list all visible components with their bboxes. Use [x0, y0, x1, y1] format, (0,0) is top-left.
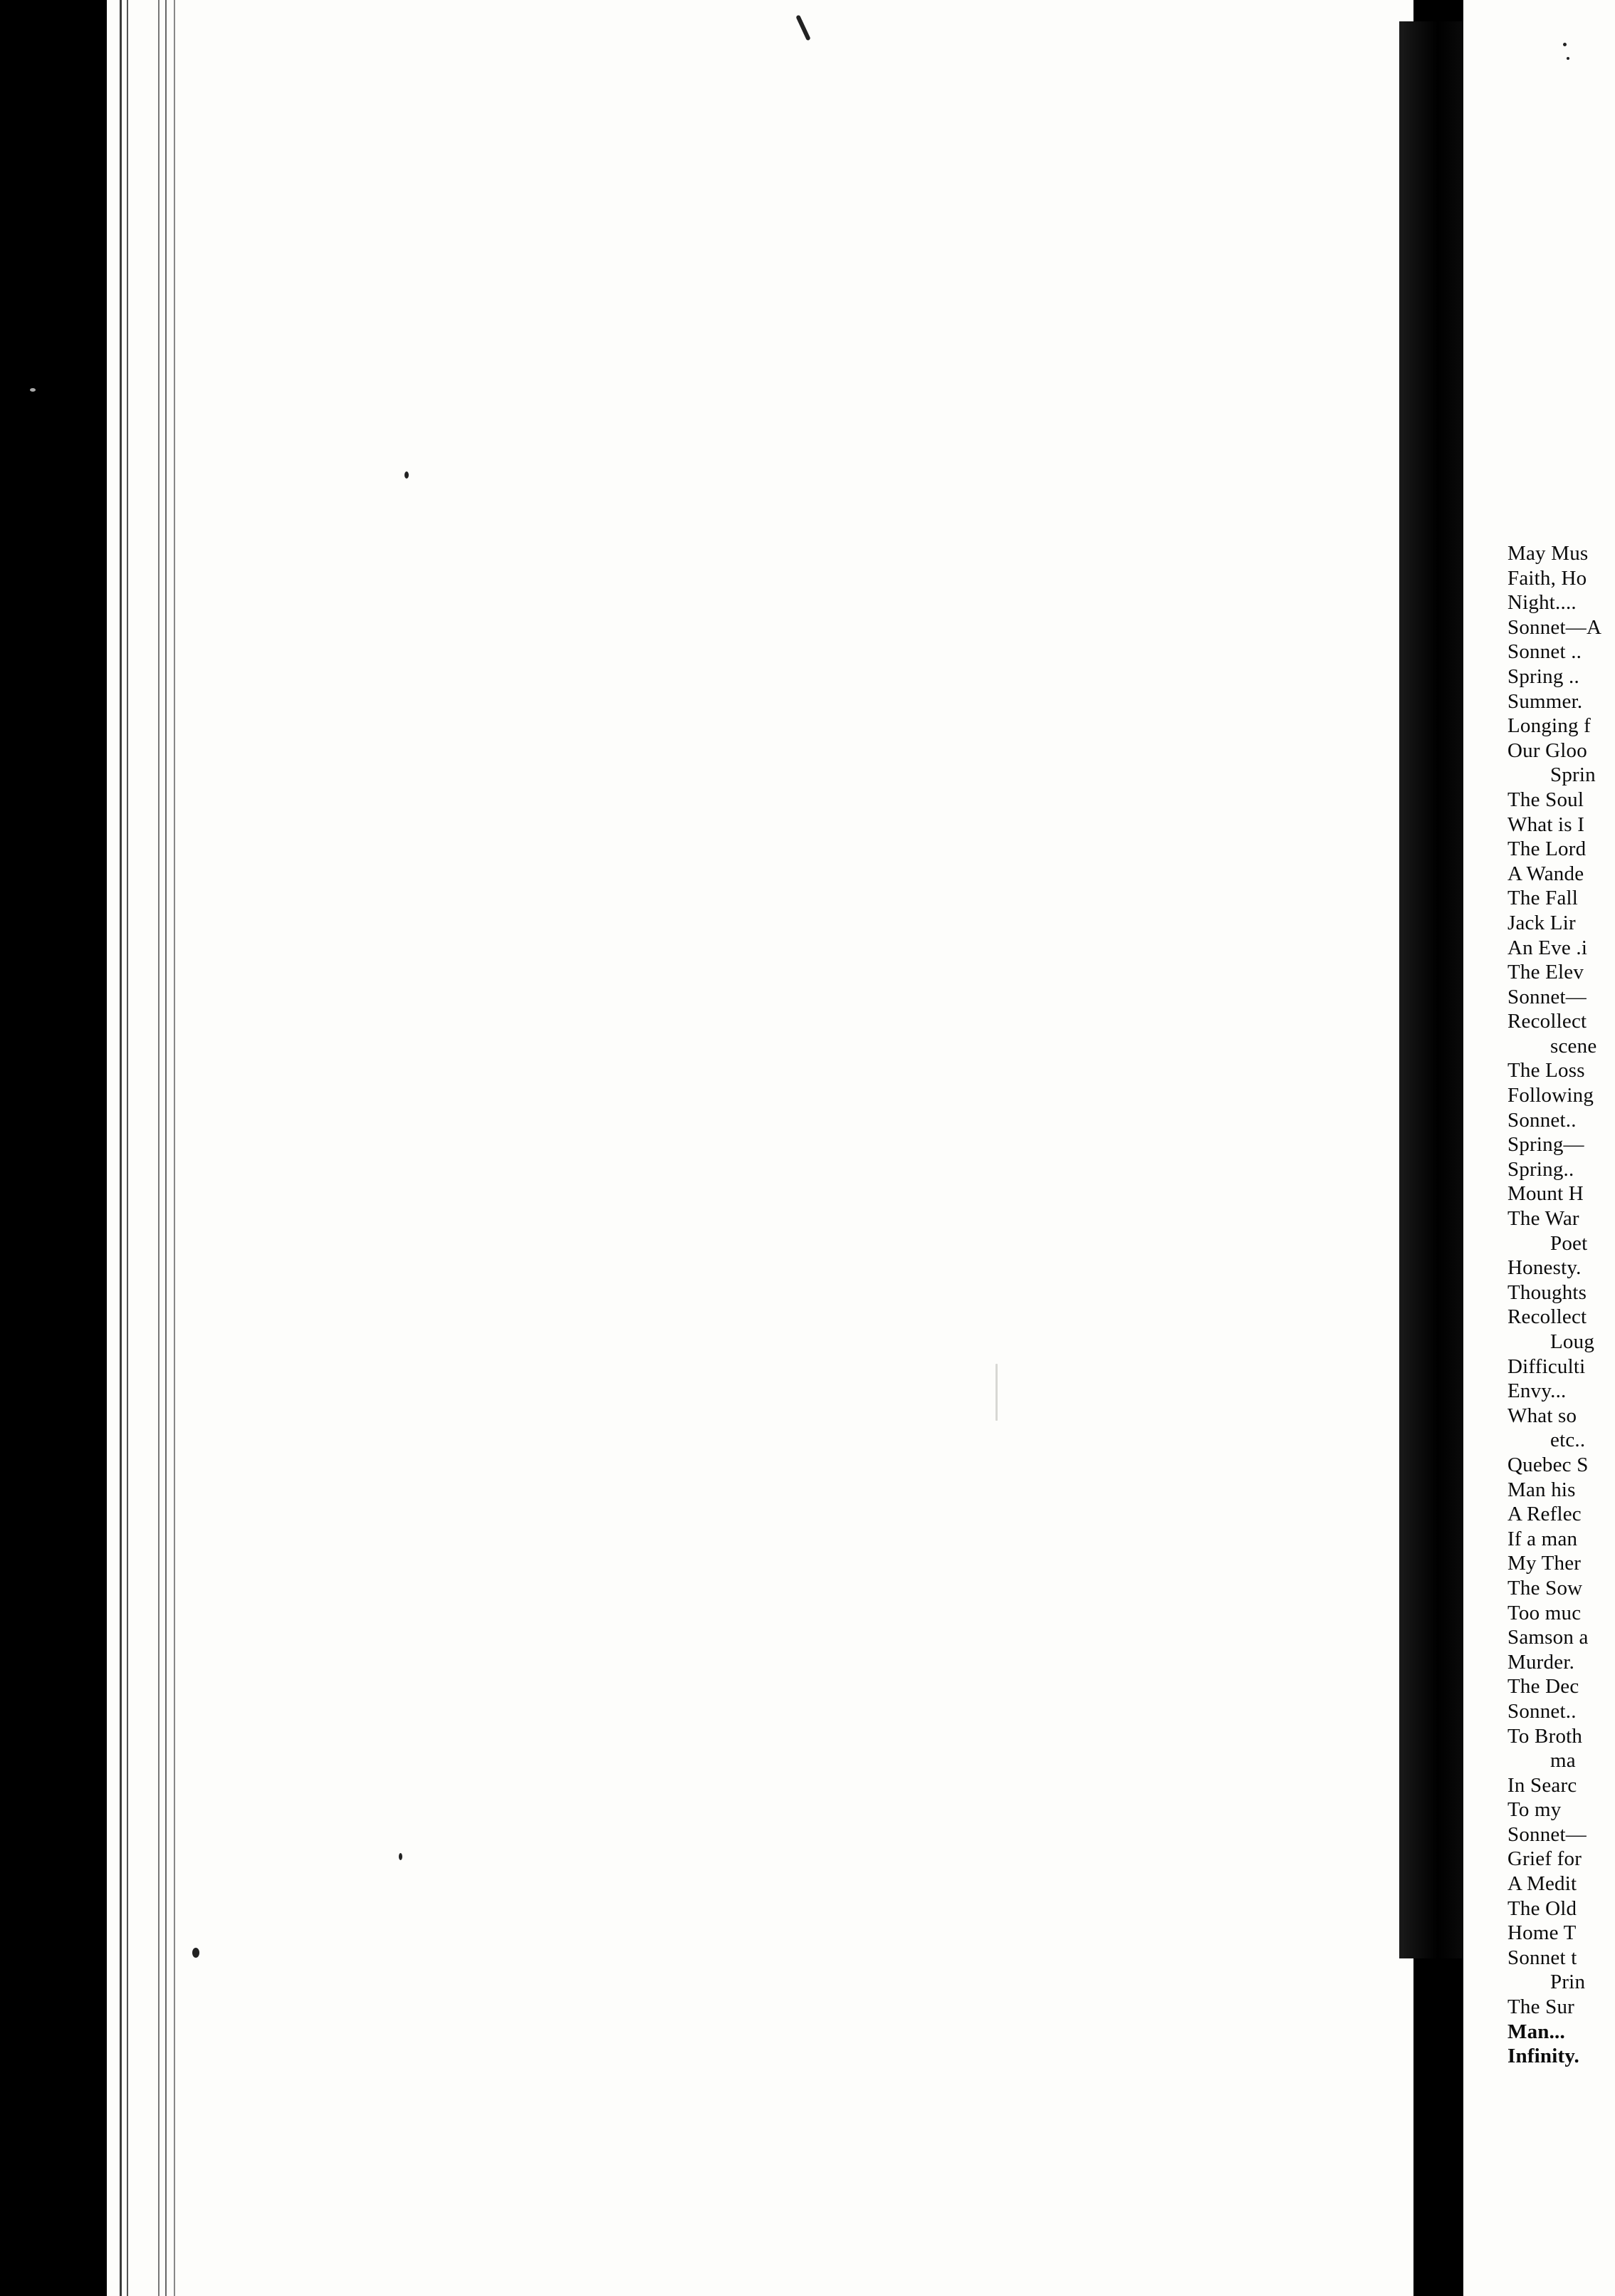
toc-entry: Spring.. [1507, 1157, 1574, 1181]
toc-entry: Murder. [1507, 1650, 1575, 1674]
toc-entry: A Wande [1507, 862, 1584, 885]
toc-entry: Sonnet—A [1507, 615, 1602, 639]
toc-entry: The Loss [1507, 1059, 1585, 1082]
toc-entry: Jack Lir [1507, 911, 1576, 934]
ink-speck [995, 1364, 998, 1421]
toc-entry: Sonnet.. [1507, 1108, 1577, 1132]
toc-entry: Difficulti [1507, 1355, 1586, 1378]
toc-entry: scene [1550, 1034, 1597, 1058]
toc-entry: Grief for [1507, 1847, 1582, 1871]
toc-entry: Man... [1507, 2020, 1565, 2043]
toc-entry: Spring— [1507, 1133, 1584, 1157]
toc-entry: Sonnet.. [1507, 1699, 1577, 1723]
toc-entry: Man his [1507, 1478, 1576, 1501]
toc-entry: Mount H [1507, 1182, 1584, 1206]
toc-entry: Sonnet t [1507, 1946, 1577, 1969]
table-of-contents [1507, 541, 1615, 2069]
toc-entry: Prin [1550, 1971, 1586, 1994]
toc-entry: etc.. [1550, 1429, 1586, 1452]
page-edge-line [165, 0, 167, 2296]
ink-speck [795, 15, 810, 41]
toc-entry: ma [1550, 1749, 1576, 1773]
toc-entry: Samson a [1507, 1626, 1589, 1649]
toc-entry: Faith, Ho [1507, 566, 1587, 590]
toc-entry: Thoughts [1507, 1280, 1587, 1304]
toc-entry: The Elev [1507, 961, 1584, 984]
toc-entry: Envy... [1507, 1379, 1567, 1403]
ink-speck [1567, 57, 1569, 60]
toc-entry: Summer. [1507, 689, 1583, 713]
toc-entry: What is I [1507, 813, 1585, 836]
ink-speck [30, 388, 36, 392]
page-edge-line [127, 0, 128, 2296]
toc-entry: Following [1507, 1084, 1594, 1107]
toc-entry: My Ther [1507, 1552, 1582, 1575]
toc-entry: In Searc [1507, 1773, 1577, 1797]
toc-entry: The Fall [1507, 887, 1579, 910]
toc-entry: Sonnet— [1507, 985, 1587, 1008]
toc-entry: Loug [1550, 1330, 1595, 1353]
toc-entry: To my [1507, 1798, 1562, 1822]
toc-entry: Poet [1550, 1231, 1588, 1255]
toc-entry: An Eve .i [1507, 936, 1588, 959]
toc-entry: Spring .. [1507, 664, 1579, 688]
toc-entry: If a man [1507, 1527, 1578, 1550]
blank-left-page [107, 0, 1413, 2296]
toc-entry: A Reflec [1507, 1503, 1582, 1526]
ink-speck [192, 1948, 199, 1958]
toc-entry: The Sur [1507, 1995, 1575, 2019]
toc-entry: The Old [1507, 1896, 1577, 1920]
ink-speck [399, 1853, 402, 1860]
toc-entry: Sprin [1550, 763, 1596, 787]
ink-speck [1563, 43, 1567, 46]
toc-entry: Home T [1507, 1921, 1577, 1945]
toc-entry: Quebec S [1507, 1453, 1589, 1476]
toc-entry: A Medit [1507, 1872, 1577, 1896]
toc-entry: To Broth [1507, 1724, 1583, 1748]
toc-entry: Our Gloo [1507, 739, 1587, 762]
toc-entry: The Lord [1507, 837, 1587, 861]
toc-entry: Infinity. [1507, 2045, 1579, 2068]
toc-entry: Longing f [1507, 714, 1591, 738]
toc-entry: Too muc [1507, 1601, 1582, 1624]
toc-entry: What so [1507, 1404, 1577, 1427]
toc-entry: Night.... [1507, 591, 1577, 615]
toc-entry: May Mus [1507, 542, 1589, 565]
toc-entry: Sonnet .. [1507, 640, 1582, 664]
toc-entry: Honesty. [1507, 1256, 1582, 1280]
book-gutter [1399, 21, 1463, 1958]
toc-entry: Recollect [1507, 1010, 1587, 1033]
page-edge-line [174, 0, 175, 2296]
toc-entry: The Dec [1507, 1675, 1579, 1698]
toc-entry: The War [1507, 1207, 1579, 1231]
toc-entry: Sonnet— [1507, 1822, 1587, 1846]
page-edge-line [158, 0, 160, 2296]
page-edge-line [120, 0, 122, 2296]
toc-entry: The Sow [1507, 1576, 1583, 1600]
ink-speck [404, 471, 409, 479]
toc-entry: Recollect [1507, 1305, 1587, 1329]
toc-entry: The Soul [1507, 788, 1584, 811]
